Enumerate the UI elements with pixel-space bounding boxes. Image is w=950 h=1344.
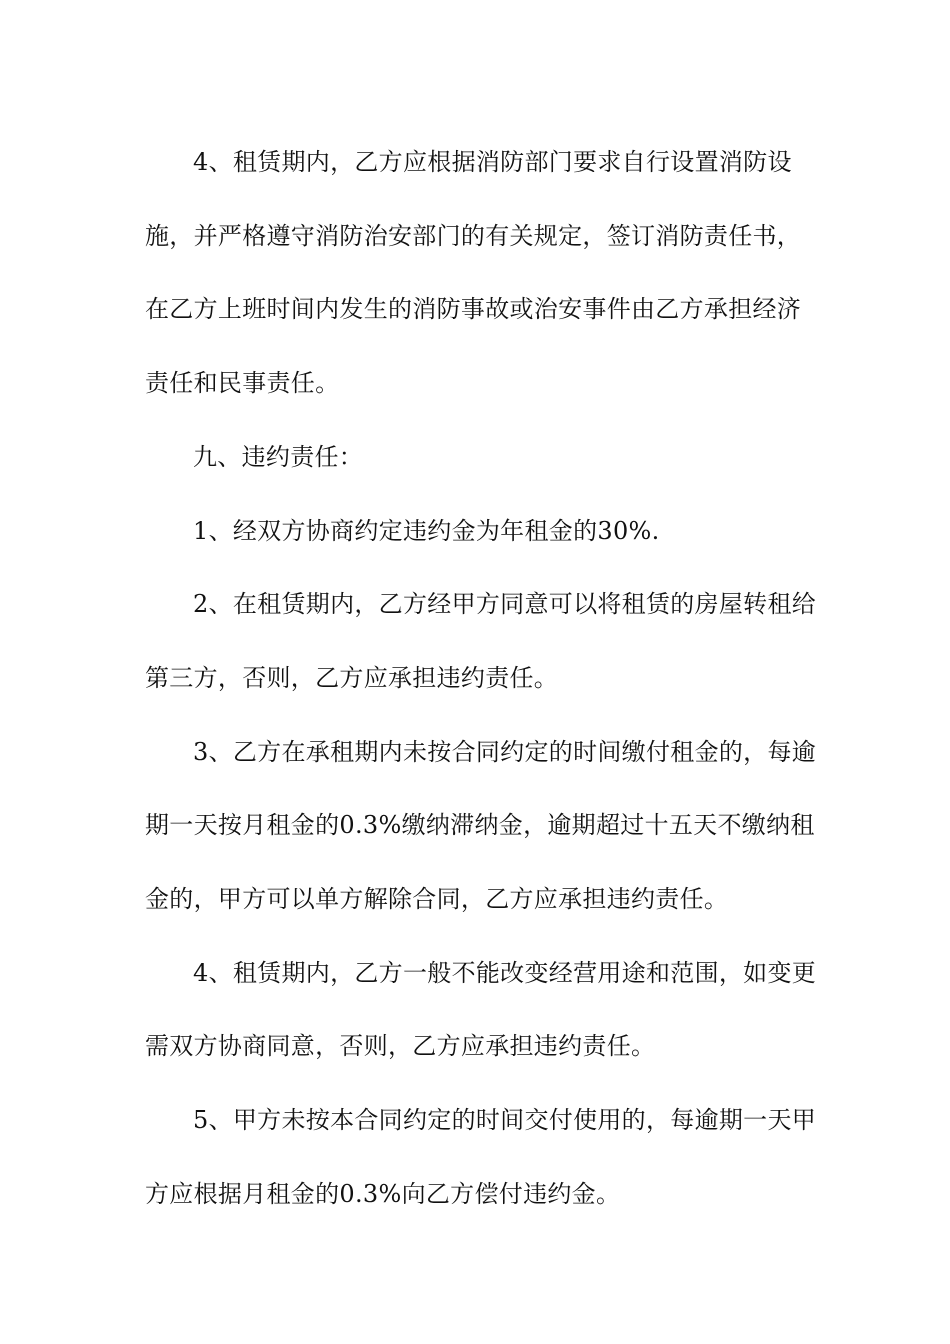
document-body (145, 126, 817, 1232)
paragraph-usage-change-clause: 4、租赁期内，乙方一般不能改变经营用途和范围，如变更需双方协商同意，否则，乙方应承担违约责任。 (145, 958, 817, 1061)
paragraph-late-rent-clause: 3、乙方在承租期内未按合同约定的时间缴付租金的，每逾期一天按月租金的0.3%缴纳滞纳金，逾期超过十五天不缴纳租金的，甲方可以单方解除合同，乙方应承担违约责任。 (145, 737, 817, 914)
paragraph-fire-safety-clause: 4、租赁期内，乙方应根据消防部门要求自行设置消防设施，并严格遵守消防治安部门的有关规定，签订消防责任书，在乙方上班时间内发生的消防事故或治安事件由乙方承担经济责任和民事责任。 (145, 148, 802, 398)
paragraph-late-delivery-clause: 5、甲方未按本合同约定的时间交付使用的，每逾期一天甲方应根据月租金的0.3%向乙方偿付违约金。 (145, 1106, 817, 1208)
paragraph-sublease-clause: 2、在租赁期内，乙方经甲方同意可以将租赁的房屋转租给第三方，否则，乙方应承担违约责任。 (145, 590, 817, 692)
paragraph-penalty-amount: 1、经双方协商约定违约金为年租金的30%. (193, 516, 660, 545)
section-heading-breach-liability: 九、违约责任： (193, 442, 364, 471)
